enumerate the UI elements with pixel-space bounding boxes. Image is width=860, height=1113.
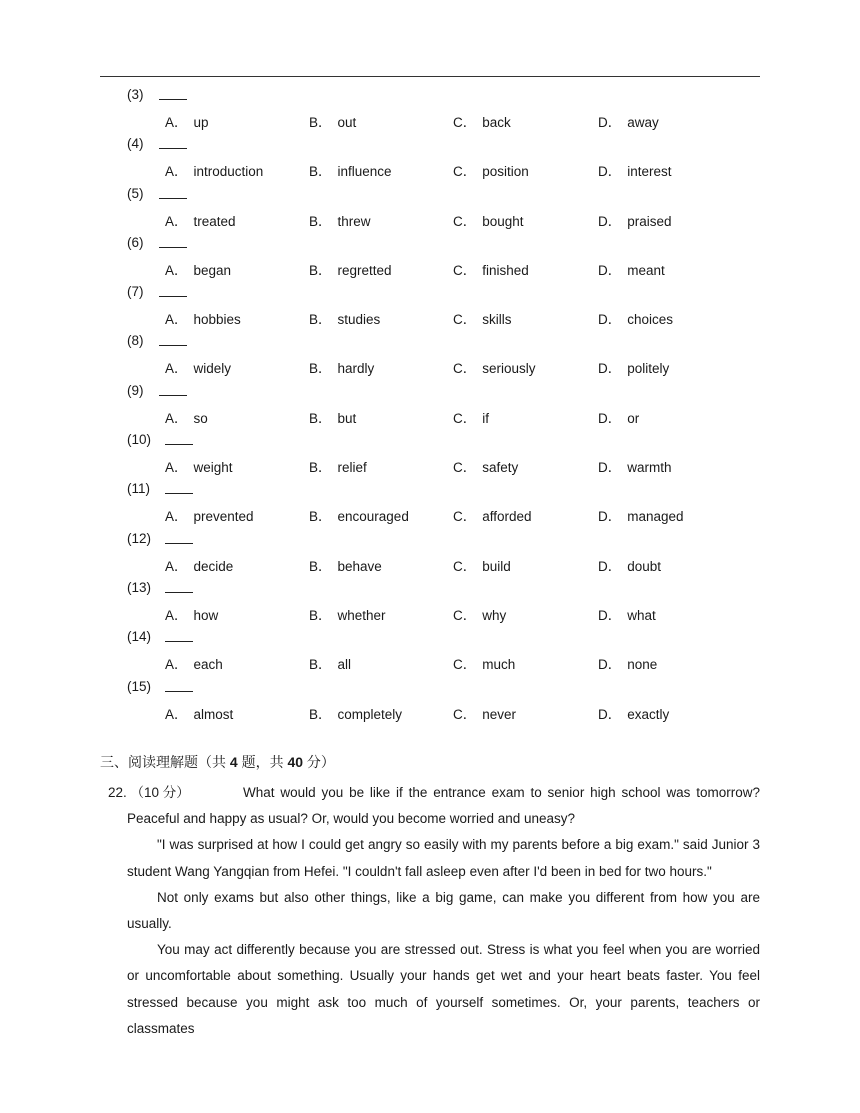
answer-blank bbox=[165, 578, 193, 593]
answer-blank bbox=[165, 529, 193, 544]
option-letter: D． bbox=[598, 312, 622, 328]
option-text: whether bbox=[337, 607, 386, 623]
option-d bbox=[598, 259, 665, 279]
option-text: away bbox=[627, 115, 659, 130]
option-letter: C． bbox=[453, 361, 477, 377]
option-letter: A． bbox=[165, 657, 188, 673]
option-letter: B． bbox=[309, 312, 332, 328]
option-letter: C． bbox=[453, 706, 477, 722]
option-letter: C． bbox=[453, 312, 477, 328]
option-d bbox=[598, 505, 684, 525]
option-text: praised bbox=[627, 213, 672, 229]
option-letter: B． bbox=[309, 115, 332, 130]
question-number: (8) bbox=[127, 333, 144, 349]
option-text: finished bbox=[482, 262, 529, 278]
passage-paragraph-4: You may act differently because you are stressed out. Stress is what you feel when you are worried or uncomfortable about something. Usually your hands get wet and your heart beats faster. You feel stressed because you might ask too much of yourself sometimes. Or, your parents, teachers or classmates bbox=[127, 942, 760, 1036]
option-letter: A． bbox=[165, 509, 188, 525]
option-text: hardly bbox=[337, 361, 375, 377]
option-a bbox=[165, 456, 233, 476]
option-text: began bbox=[193, 262, 232, 278]
question-number: (3) bbox=[127, 87, 144, 102]
question-number: (5) bbox=[127, 185, 144, 201]
option-a bbox=[165, 357, 231, 377]
option-text: safety bbox=[482, 460, 519, 476]
option-text: introduction bbox=[193, 164, 264, 180]
option-letter: C． bbox=[453, 262, 477, 278]
option-text: back bbox=[482, 115, 511, 130]
option-a bbox=[165, 160, 263, 180]
option-c bbox=[453, 259, 529, 279]
question-number: (14) bbox=[127, 629, 152, 645]
option-letter: D． bbox=[598, 164, 622, 180]
option-letter: A． bbox=[165, 262, 188, 278]
question-number: (7) bbox=[127, 284, 144, 300]
question-item bbox=[0, 379, 860, 428]
option-c bbox=[453, 555, 511, 575]
option-c bbox=[453, 111, 511, 131]
option-a bbox=[165, 555, 233, 575]
question-number: (6) bbox=[127, 234, 144, 250]
option-d bbox=[598, 111, 659, 131]
section-heading-prefix: 三、阅读理解题（共 bbox=[100, 754, 230, 770]
question-item bbox=[0, 231, 860, 280]
option-text: but bbox=[337, 410, 357, 426]
option-text: why bbox=[482, 607, 507, 623]
option-text: meant bbox=[627, 262, 665, 278]
option-text: warmth bbox=[627, 460, 672, 476]
question-item bbox=[0, 675, 860, 724]
option-text: politely bbox=[627, 361, 670, 377]
option-text: relief bbox=[337, 460, 367, 476]
option-c bbox=[453, 357, 536, 377]
option-text: never bbox=[482, 706, 517, 722]
option-letter: D． bbox=[598, 509, 622, 525]
answer-blank bbox=[159, 282, 187, 297]
answer-blank bbox=[159, 381, 187, 396]
option-a bbox=[165, 653, 223, 673]
question-list bbox=[0, 83, 860, 724]
option-text: bought bbox=[482, 213, 524, 229]
option-text: doubt bbox=[627, 558, 662, 574]
option-b bbox=[309, 653, 351, 673]
option-letter: C． bbox=[453, 460, 477, 476]
option-letter: B． bbox=[309, 607, 332, 623]
option-a bbox=[165, 407, 208, 427]
option-letter: A． bbox=[165, 706, 188, 722]
option-b bbox=[309, 505, 409, 525]
question-item bbox=[0, 576, 860, 625]
option-text: treated bbox=[193, 213, 236, 229]
option-text: all bbox=[337, 657, 352, 673]
option-letter: C． bbox=[453, 657, 477, 673]
answer-blank bbox=[165, 430, 193, 445]
option-letter: C． bbox=[453, 607, 477, 623]
option-a bbox=[165, 210, 236, 230]
option-text: weight bbox=[193, 460, 233, 476]
option-a bbox=[165, 505, 254, 525]
option-letter: B． bbox=[309, 706, 332, 722]
option-letter: B． bbox=[309, 213, 332, 229]
option-text: if bbox=[482, 410, 489, 426]
option-letter: B． bbox=[309, 361, 332, 377]
option-letter: A． bbox=[165, 164, 188, 180]
question-item bbox=[0, 280, 860, 329]
option-text: prevented bbox=[193, 509, 254, 525]
option-letter: B． bbox=[309, 262, 332, 278]
option-a bbox=[165, 703, 233, 723]
option-text: behave bbox=[337, 558, 382, 574]
question-number: (10) bbox=[127, 432, 152, 448]
option-letter: B． bbox=[309, 460, 332, 476]
option-letter: B． bbox=[309, 410, 332, 426]
section-heading-middle: 题，共 bbox=[237, 754, 288, 770]
option-letter: C． bbox=[453, 509, 477, 525]
option-text: seriously bbox=[482, 361, 536, 377]
question-number: (11) bbox=[127, 481, 151, 497]
option-d bbox=[598, 703, 669, 723]
option-c bbox=[453, 308, 512, 328]
option-letter: B． bbox=[309, 558, 332, 574]
section-heading bbox=[100, 752, 335, 772]
option-letter: A． bbox=[165, 312, 188, 328]
reading-passage bbox=[127, 780, 760, 1042]
option-letter: D． bbox=[598, 115, 622, 130]
answer-blank bbox=[159, 85, 187, 100]
option-text: up bbox=[193, 115, 209, 130]
option-text: interest bbox=[627, 164, 672, 180]
option-letter: C． bbox=[453, 164, 477, 180]
option-d bbox=[598, 604, 656, 624]
passage-paragraph-2: "I was surprised at how I could get angry so easily with my parents before a big exam." said Junior 3 student Wang Yangqian from Hefei. "I couldn't fall asleep even after I'd been in bed for two hours." bbox=[127, 837, 760, 879]
passage-paragraph-1: What would you be like if the entrance exam to senior high school was tomorrow? Peaceful and happy as usual? Or, would you become worried and uneasy? bbox=[127, 785, 760, 827]
option-c bbox=[453, 407, 489, 427]
option-text: influence bbox=[337, 164, 392, 180]
option-letter: A． bbox=[165, 410, 188, 426]
question-number: (13) bbox=[127, 579, 152, 595]
option-c bbox=[453, 653, 515, 673]
option-b bbox=[309, 456, 367, 476]
option-text: exactly bbox=[627, 706, 670, 722]
option-b bbox=[309, 555, 382, 575]
option-letter: D． bbox=[598, 607, 622, 623]
option-letter: C． bbox=[453, 213, 477, 229]
section-heading-suffix: 分） bbox=[303, 754, 335, 770]
option-a bbox=[165, 111, 209, 131]
option-b bbox=[309, 308, 380, 328]
option-text: completely bbox=[337, 706, 403, 722]
option-text: out bbox=[337, 115, 357, 130]
option-letter: A． bbox=[165, 361, 188, 377]
question-number: (12) bbox=[127, 530, 152, 546]
question-22-label: 22. （10 分） bbox=[108, 785, 190, 800]
option-letter: A． bbox=[165, 607, 188, 623]
question-item bbox=[0, 527, 860, 576]
option-letter: B． bbox=[309, 657, 332, 673]
option-text: decide bbox=[193, 558, 234, 574]
option-text: each bbox=[193, 657, 223, 673]
option-c bbox=[453, 604, 506, 624]
option-text: position bbox=[482, 164, 529, 180]
option-c bbox=[453, 505, 532, 525]
option-text: widely bbox=[193, 361, 232, 377]
option-text: none bbox=[627, 657, 658, 673]
answer-blank bbox=[165, 627, 193, 642]
answer-blank bbox=[159, 331, 187, 346]
option-letter: A． bbox=[165, 115, 188, 130]
option-d bbox=[598, 308, 673, 328]
option-letter: A． bbox=[165, 558, 188, 574]
question-item bbox=[0, 477, 860, 526]
option-d bbox=[598, 555, 661, 575]
option-d bbox=[598, 160, 672, 180]
option-text: threw bbox=[337, 213, 371, 229]
answer-blank bbox=[159, 184, 187, 199]
option-letter: D． bbox=[598, 706, 622, 722]
option-text: so bbox=[193, 410, 208, 426]
option-c bbox=[453, 210, 524, 230]
option-text: studies bbox=[337, 312, 381, 328]
question-item bbox=[0, 428, 860, 477]
question-number: (4) bbox=[127, 136, 144, 152]
question-item bbox=[0, 625, 860, 674]
option-text: much bbox=[482, 657, 516, 673]
option-b bbox=[309, 604, 386, 624]
option-letter: C． bbox=[453, 558, 477, 574]
option-letter: D． bbox=[598, 460, 622, 476]
header-rule bbox=[100, 76, 760, 77]
option-d bbox=[598, 456, 672, 476]
option-text: almost bbox=[193, 706, 234, 722]
option-b bbox=[309, 160, 392, 180]
option-c bbox=[453, 456, 518, 476]
option-b bbox=[309, 210, 371, 230]
option-b bbox=[309, 357, 374, 377]
option-d bbox=[598, 407, 639, 427]
passage-paragraph-3: Not only exams but also other things, like a big game, can make you different from how you are usually. bbox=[127, 889, 760, 932]
option-letter: A． bbox=[165, 213, 188, 229]
option-c bbox=[453, 703, 516, 723]
option-letter: D． bbox=[598, 361, 622, 377]
option-text: regretted bbox=[337, 262, 392, 278]
answer-blank bbox=[159, 134, 187, 149]
option-text: afforded bbox=[482, 509, 532, 525]
question-item bbox=[0, 329, 860, 378]
option-letter: D． bbox=[598, 657, 622, 673]
option-text: choices bbox=[627, 312, 674, 328]
option-letter: C． bbox=[453, 410, 477, 426]
question-number: (9) bbox=[127, 382, 144, 398]
option-letter: D． bbox=[598, 262, 622, 278]
option-text: managed bbox=[627, 509, 684, 525]
option-letter: D． bbox=[598, 213, 622, 229]
option-letter: B． bbox=[309, 164, 332, 180]
option-b bbox=[309, 407, 356, 427]
option-b bbox=[309, 703, 402, 723]
option-text: encouraged bbox=[337, 509, 409, 525]
question-item bbox=[0, 83, 860, 132]
option-letter: C． bbox=[453, 115, 477, 130]
option-text: build bbox=[482, 558, 511, 574]
option-c bbox=[453, 160, 529, 180]
option-b bbox=[309, 259, 392, 279]
option-letter: B． bbox=[309, 509, 332, 525]
option-text: how bbox=[193, 607, 219, 623]
option-letter: A． bbox=[165, 460, 188, 476]
option-text: hobbies bbox=[193, 312, 241, 328]
option-a bbox=[165, 259, 231, 279]
option-text: or bbox=[627, 410, 640, 426]
option-d bbox=[598, 357, 669, 377]
option-text: skills bbox=[482, 312, 512, 328]
option-b bbox=[309, 111, 356, 131]
section-points: 40 bbox=[287, 754, 304, 770]
option-a bbox=[165, 308, 241, 328]
option-text: what bbox=[627, 607, 656, 623]
option-letter: D． bbox=[598, 410, 622, 426]
question-number: (15) bbox=[127, 678, 152, 694]
question-item bbox=[0, 182, 860, 231]
answer-blank bbox=[165, 677, 193, 692]
option-d bbox=[598, 653, 657, 673]
answer-blank bbox=[159, 233, 187, 248]
question-item bbox=[0, 132, 860, 181]
section-question-count: 4 bbox=[229, 754, 238, 770]
option-a bbox=[165, 604, 218, 624]
answer-blank bbox=[165, 479, 193, 494]
option-d bbox=[598, 210, 672, 230]
option-letter: D． bbox=[598, 558, 622, 574]
